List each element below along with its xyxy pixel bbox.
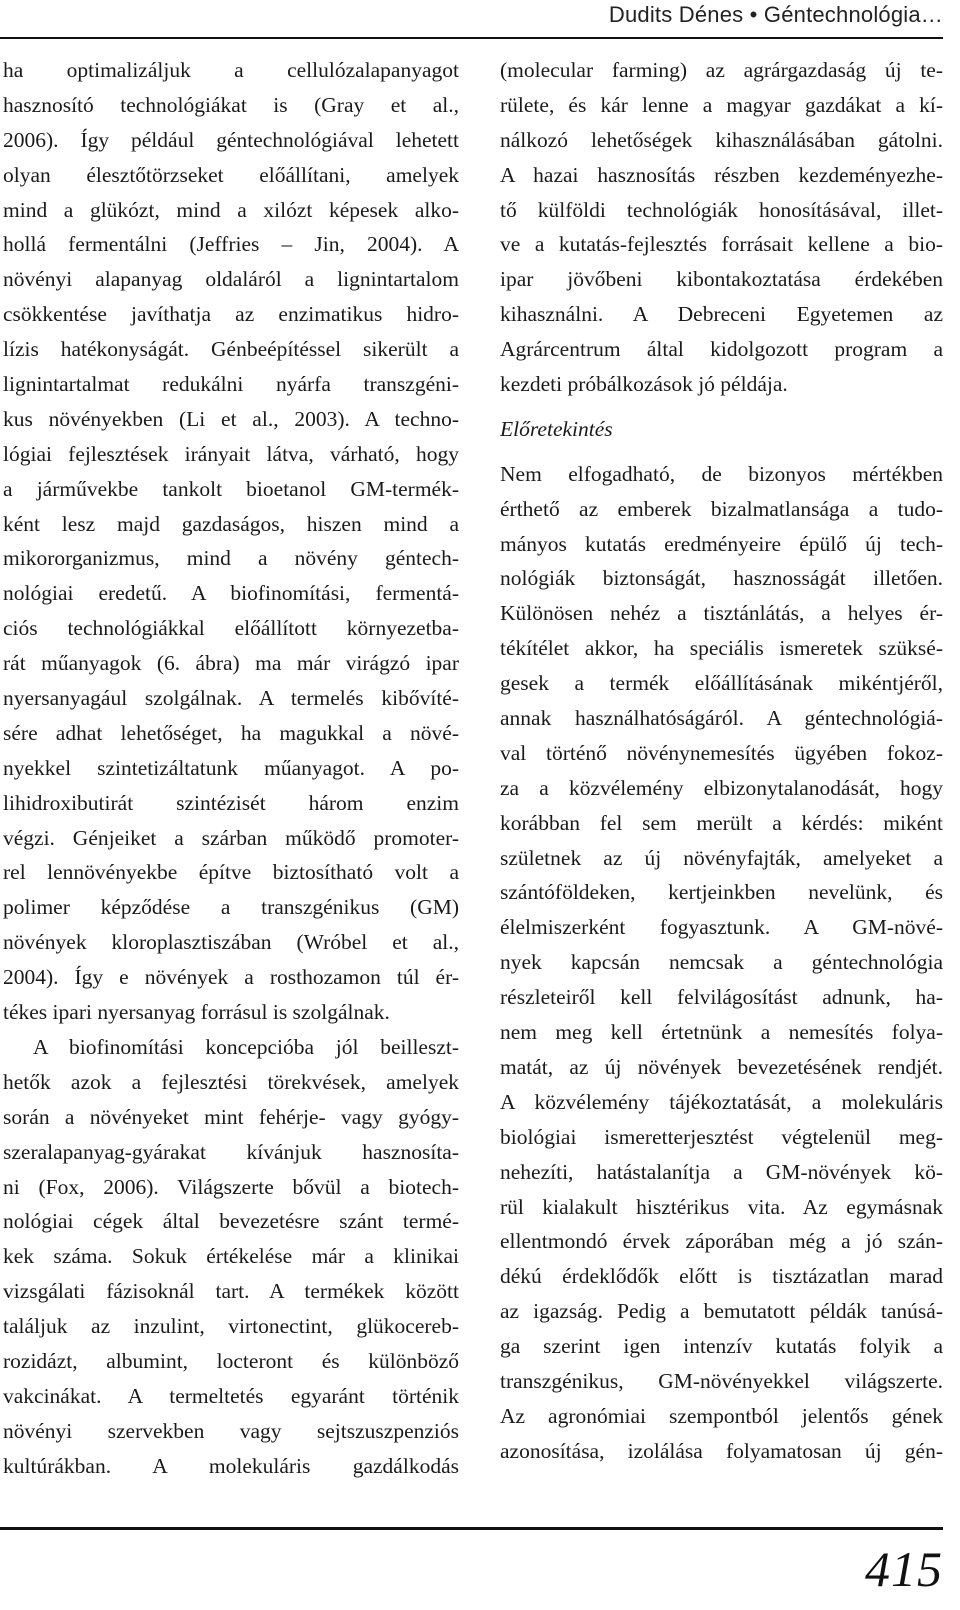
header-rule xyxy=(0,37,943,39)
text-line: hasznosító technológiákat is (Gray et al., xyxy=(3,92,459,117)
running-head: Dudits Dénes • Géntechnológia… xyxy=(608,2,943,27)
section-gap xyxy=(500,402,943,412)
text-line: Nem elfogadható, de bizonyos mértékben xyxy=(500,461,943,486)
text-line: lógiai fejlesztések irányait látva, várható, hogy xyxy=(3,441,459,466)
text-line: ga szerint igen intenzív kutatás folyik a xyxy=(500,1334,943,1359)
text-line: vizsgálati fázisoknál tart. A termékek között xyxy=(3,1279,459,1304)
text-line: polimer képződése a transzgénikus (GM) xyxy=(3,895,459,920)
text-line: lízis hatékonyságát. Génbeépítéssel sikerült a xyxy=(3,337,459,362)
text-line: kultúrákban. A molekuláris gazdálkodás xyxy=(3,1453,459,1478)
text-line: biológiai ismeretterjesztést végtelenül meg- xyxy=(500,1124,943,1149)
text-line: A közvélemény tájékoztatását, a molekuláris xyxy=(500,1089,943,1114)
text-line: nem meg kell értetnünk a nemesítés folya- xyxy=(500,1020,943,1045)
text-line: tékes ipari nyersanyag forrásul is szolgálnak. xyxy=(3,1000,390,1025)
text-line: 2006). Így például géntechnológiával lehetett xyxy=(3,127,459,152)
text-line: ni (Fox, 2006). Világszerte bővül a biotech- xyxy=(3,1174,459,1199)
text-line: val történő növénynemesítés ügyében fokoz- xyxy=(500,740,943,765)
text-line: hetők azok a fejlesztési törekvések, amelyek xyxy=(3,1069,459,1094)
right-text-column xyxy=(500,53,943,1469)
text-line: ve a kutatás-fejlesztés forrásait kellene a bio- xyxy=(500,232,943,257)
text-line: ipar jövőbeni kibontakoztatása érdekében xyxy=(500,267,943,292)
text-line: Agrárcentrum által kidolgozott program a xyxy=(500,337,943,362)
text-line: azonosítása, izolálása folyamatosan új gén- xyxy=(500,1438,943,1463)
text-line: kihasználni. A Debreceni Egyetemen az xyxy=(500,302,943,327)
text-line: végzi. Génjeiket a szárban működő promoter- xyxy=(3,825,459,850)
text-line: tékítélet akkor, ha speciális ismeretek szüksé- xyxy=(500,636,943,661)
page-number: 415 xyxy=(865,1541,943,1597)
text-line: nyekkel szintetizáltatunk műanyagot. A po- xyxy=(3,755,459,780)
text-line: során a növényeket mint fehérje- vagy gyógy- xyxy=(3,1104,459,1129)
text-line: Az agronómiai szempontból jelentős gének xyxy=(500,1403,943,1428)
text-line: ellentmondó érvek záporában még a jó szán- xyxy=(500,1229,943,1254)
text-line: érthető az emberek bizalmatlansága a tudo- xyxy=(500,496,943,521)
text-line: rát műanyagok (6. ábra) ma már virágzó ipar xyxy=(3,651,459,676)
text-line: mind a glükózt, mind a xilózt képesek alko- xyxy=(3,197,459,222)
text-line: vakcinákat. A termeltetés egyaránt történik xyxy=(3,1383,459,1408)
text-line: A hazai hasznosítás részben kezdeményezhe- xyxy=(500,162,943,187)
text-line: nyersanyagául szolgálnak. A termelés kibővíté- xyxy=(3,686,459,711)
text-line: nyek kapcsán nemcsak a géntechnológia xyxy=(500,950,943,975)
text-line: kus növényekben (Li et al., 2003). A techno- xyxy=(3,406,459,431)
text-line: Különösen nehéz a tisztánlátás, a helyes ér- xyxy=(500,601,943,626)
text-line: matát, az új növények bevezetésének rendjét. xyxy=(500,1054,943,1079)
text-line: transzgénikus, GM-növényekkel világszerte. xyxy=(500,1368,943,1393)
text-line: rel lennövényekbe építve biztosítható volt a xyxy=(3,860,459,885)
text-line: ciós technológiákkal előállított környezetba- xyxy=(3,616,459,641)
text-line: nálkozó lehetőségek kihasználásában gátolni. xyxy=(500,127,943,152)
text-line: olyan élesztőtörzseket előállítani, amelyek xyxy=(3,162,459,187)
text-line: az igazság. Pedig a bemutatott példák tanúsá- xyxy=(500,1299,943,1324)
text-line: növényi szervekben vagy sejtszuszpenziós xyxy=(3,1418,459,1443)
section-gap xyxy=(500,447,943,457)
text-line: növények kloroplasztiszában (Wróbel et al., xyxy=(3,930,459,955)
text-line: 2004). Így e növények a rosthozamon túl ér- xyxy=(3,965,459,990)
text-line: (molecular farming) az agrárgazdaság új te- xyxy=(500,58,943,82)
text-line: nológiai eredetű. A biofinomítási, fermentá- xyxy=(3,581,459,606)
left-text-column xyxy=(3,53,459,1484)
text-line: élelmiszerként fogyasztunk. A GM-növé- xyxy=(500,915,943,940)
text-line: lignintartalmat redukálni nyárfa transzgéni- xyxy=(3,372,459,397)
text-line: csökkentése javíthatja az enzimatikus hidro- xyxy=(3,302,459,327)
text-line: tő külföldi technológiák honosításával, illet- xyxy=(500,197,943,222)
text-line: korábban fel sem merült a kérdés: miként xyxy=(500,810,943,835)
text-line: növényi alapanyag oldaláról a lignintartalom xyxy=(3,267,459,292)
text-line: mikororganizmus, mind a növény géntech- xyxy=(3,546,459,571)
text-line: a járművekbe tankolt bioetanol GM-termék- xyxy=(3,476,459,501)
text-line: sére adhat lehetőséget, ha magukkal a növé- xyxy=(3,720,459,745)
footer-rule xyxy=(0,1527,943,1530)
text-line: nehezíti, hatástalanítja a GM-növények kö- xyxy=(500,1159,943,1184)
text-line: gesek a termék előállításának mikéntjéről, xyxy=(500,671,943,696)
text-line: szeralapanyag-gyárakat kívánjuk hasznosíta- xyxy=(3,1139,459,1164)
text-line: mányos kutatás eredményeire épülő új tech- xyxy=(500,531,943,556)
section-heading: Előretekintés xyxy=(500,416,613,441)
text-line: dékú érdeklődők előtt is tisztázatlan marad xyxy=(500,1264,943,1289)
text-line: A biofinomítási koncepcióba jól beilleszt- xyxy=(33,1034,459,1059)
text-line: za a közvélemény elbizonytalanodását, hogy xyxy=(500,775,943,800)
text-line: rülete, és kár lenne a magyar gazdákat a kí- xyxy=(500,92,943,117)
text-line: rozidázt, albumint, locteront és különböző xyxy=(3,1348,459,1373)
text-line: hollá fermentálni (Jeffries – Jin, 2004). A xyxy=(3,232,459,257)
text-line: ként lesz majd gazdaságos, hiszen mind a xyxy=(3,511,459,536)
text-line: szántóföldeken, kertjeinkben nevelünk, és xyxy=(500,880,943,905)
text-line: születnek az új növényfajták, amelyeket a xyxy=(500,845,943,870)
text-line: ha optimalizáljuk a cellulózalapanyagot xyxy=(3,58,459,82)
text-line: kezdeti próbálkozások jó példája. xyxy=(500,372,788,397)
text-line: annak használhatóságáról. A géntechnológiá- xyxy=(500,706,943,731)
text-line: rül kialakult hisztérikus vita. Az egymásnak xyxy=(500,1194,943,1219)
text-line: lihidroxibutirát szintézisét három enzim xyxy=(3,790,459,815)
text-line: találjuk az inzulint, virtonectint, glükocereb- xyxy=(3,1314,459,1339)
text-line: részleteiről kell felvilágosítást adnunk, ha- xyxy=(500,985,943,1010)
text-line: nológiák biztonságát, hasznosságát illetően. xyxy=(500,566,943,591)
text-line: kek száma. Sokuk értékelése már a klinikai xyxy=(3,1244,459,1269)
text-line: nológiai cégek által bevezetésre szánt termé- xyxy=(3,1209,459,1234)
